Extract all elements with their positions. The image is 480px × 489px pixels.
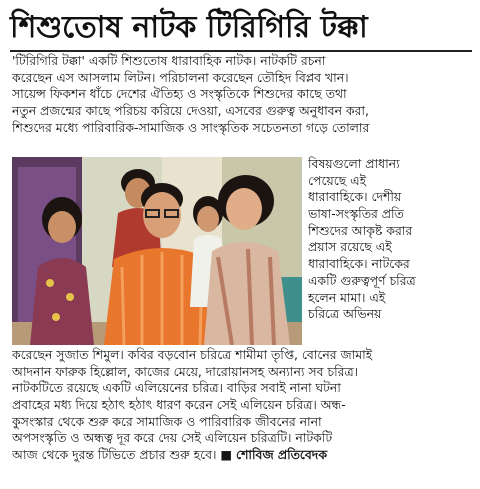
text-line: একটি গুরুত্বপূর্ণ চরিত্র bbox=[308, 272, 416, 288]
text-line: বিষয়গুলো প্রাধান্য bbox=[308, 156, 400, 171]
cast-photo bbox=[12, 157, 302, 345]
text-line: প্রবাহের মধ্য দিয়ে হঠাৎ হঠাৎ ধারণ করেন সেই এলিয়েন চরিত্র। অন্ধ- bbox=[12, 397, 346, 413]
byline: শোবিজ প্রতিবেদক bbox=[236, 447, 327, 463]
text-line: সায়েন্স ফিকশন ধাঁচে দেশের ঐতিহ্য ও সংস্কৃতিকে শিশুদের কাছে তথা bbox=[12, 86, 347, 102]
text-line: করেছেন এস আসলাম লিটন। পরিচালনা করেছেন তৌহিদ বিপ্লব খান। bbox=[12, 69, 349, 85]
text-line: ভাষা-সংস্কৃতির প্রতি bbox=[308, 206, 404, 222]
text-line: শিশুদের আকৃষ্ট করার bbox=[308, 222, 413, 238]
text-line: শিশুদের মধ্যে পারিবারিক-সামাজিক ও সাংস্কৃতিক সচেতনতা গড়ে তোলার bbox=[12, 119, 370, 135]
text-line: ধারাবাহিকে। দেশীয় bbox=[308, 189, 402, 205]
text-line: ধারাবাহিকে। নাটকের bbox=[308, 256, 410, 272]
headline-rule bbox=[10, 50, 472, 52]
end-mark: ■ bbox=[220, 447, 233, 463]
text-line: কুসংস্কার থেকে শুরু করে সামাজিক ও পারিবারিক জীবনের নানা bbox=[12, 413, 322, 429]
text-line: চরিত্রে অভিনয় bbox=[308, 306, 382, 322]
body-text bbox=[12, 347, 474, 464]
intro-text bbox=[12, 53, 474, 136]
text-line: হলেন মামা। এই bbox=[308, 289, 386, 305]
text-line: নতুন প্রজন্মের কাছে পরিচয় করিয়ে দেওয়া, এসবের গুরুত্ব অনুধাবন করা, bbox=[12, 103, 369, 119]
last-line bbox=[12, 447, 474, 464]
side-text bbox=[308, 156, 474, 323]
text-line: নাটকটিতে রয়েছে একটি এলিয়েনের চরিত্র। বাড়ির সবাই নানা ঘটনা bbox=[12, 380, 341, 396]
text-line: পেয়েছে এই bbox=[308, 172, 367, 188]
last-line-text: আজ থেকে দুরন্ত টিভিতে প্রচার শুরু হবে। bbox=[12, 447, 217, 463]
text-line: আদনান ফারুক হিল্লোল, কাজের মেয়ে, দারোয়ানসহ অন্যান্য সব চরিত্র। bbox=[12, 363, 358, 379]
headline: শিশুতোষ নাটক টিরিগিরি টক্কা bbox=[10, 10, 368, 45]
text-line: অপসংস্কৃতি ও অন্ধত্ব দূর করে দেয় সেই এলিয়েন চরিত্রটি। নাটকটি bbox=[12, 430, 333, 446]
text-line: করেছেন সুজাত শিমুল। কবির বড়বোন চরিত্রে শামীমা তৃপ্তি, বোনের জামাই bbox=[12, 347, 373, 362]
text-line: প্রয়াস রয়েছে এই bbox=[308, 239, 392, 255]
text-line: 'টিরিগিরি টক্কা' একটি শিশুতোষ ধারাবাহিক নাটক। নাটকটি রচনা bbox=[12, 53, 326, 68]
